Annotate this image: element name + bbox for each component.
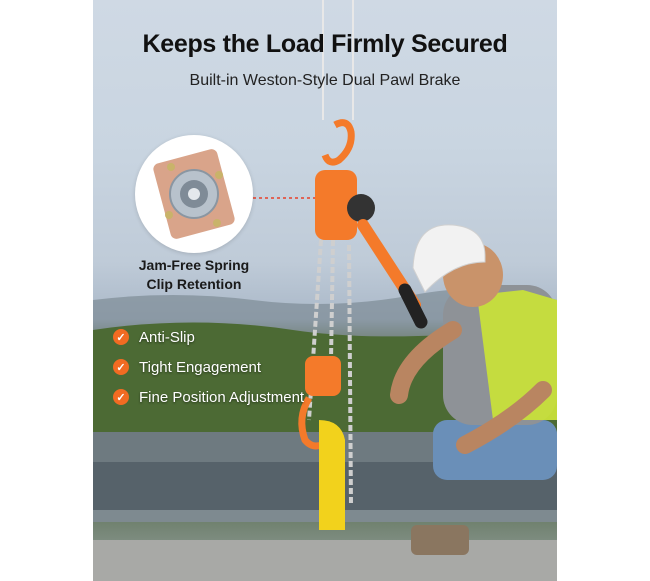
feature-item xyxy=(113,322,304,352)
lifting-strap xyxy=(319,420,345,530)
top-hook xyxy=(325,123,351,162)
feature-item xyxy=(113,382,304,412)
product-panel xyxy=(93,0,557,581)
page-title: Keeps the Load Firmly Secured xyxy=(142,30,508,58)
roof-ground xyxy=(93,540,557,581)
worker-boot xyxy=(411,525,469,555)
brake-detail-circle xyxy=(135,135,253,253)
load-chain xyxy=(349,245,351,505)
callout-label-line2: Clip Retention xyxy=(146,276,242,292)
page-subtitle: Built-in Weston-Style Dual Pawl Brake xyxy=(189,72,461,89)
brake-cover xyxy=(347,194,375,222)
feature-item xyxy=(113,352,304,382)
callout-label-line1: Jam-Free Spring xyxy=(138,257,250,273)
pawl-brake-icon xyxy=(135,135,253,253)
load-chain xyxy=(331,240,333,360)
check-icon: ✓ xyxy=(113,389,129,405)
feature-label: Anti-Slip xyxy=(139,328,195,346)
feature-list xyxy=(113,322,304,412)
check-icon: ✓ xyxy=(113,359,129,375)
feature-label: Tight Engagement xyxy=(139,358,262,376)
callout-label xyxy=(113,256,275,294)
check-icon: ✓ xyxy=(113,329,129,345)
feature-label: Fine Position Adjustment xyxy=(139,388,305,406)
bottom-block xyxy=(305,356,341,396)
